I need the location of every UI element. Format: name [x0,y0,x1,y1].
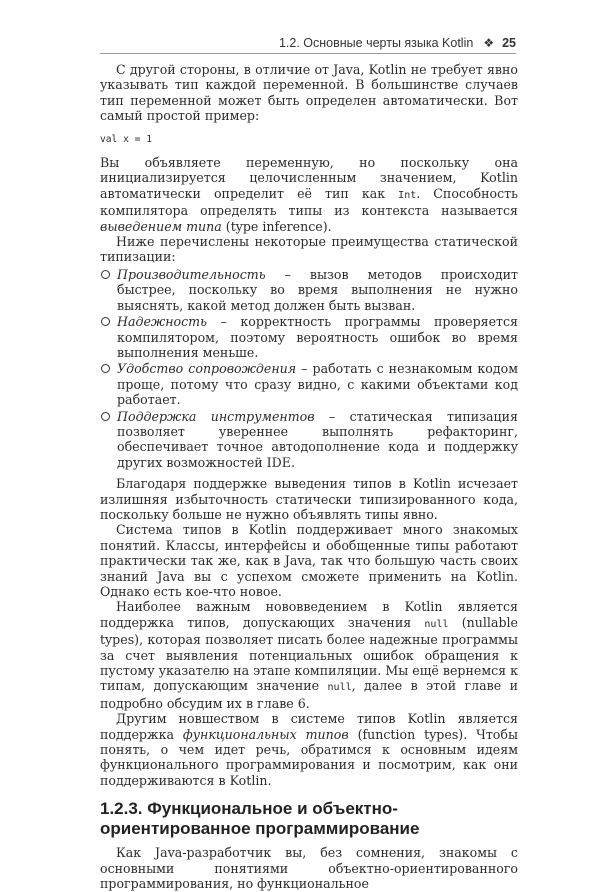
circle-bullet-icon [101,317,110,326]
paragraph-function-types: Другим новшеством в системе типов Kotlin является поддержка функциональных типов (function types). Чтобы понять, о чем идет речь, обратимся к основным идеям функционального программирования и посмотрим, как они поддерживаются в Kotlin. [100,711,518,788]
inline-code-null: null [424,618,449,630]
list-item: Поддержка инструментов – статическая типизация позволяет увереннее выполнять рефакторинг, обеспечивает точное автодополнение кода и поддержку других возможностей IDE. [100,409,518,471]
page-content [100,62,518,892]
paragraph-nullable-types: Наиболее важным нововведением в Kotlin является поддержка типов, допускающих значения null (nullable types), которая позволяет писать более надежные программы за счет выявления потенциальных ошибок обращения к пустому указателю на этапе компиляции. Мы ещё вернемся к типам, допускающим значение null, далее в этой главе и подробно обсудим их в главе 6. [100,599,518,711]
diamond-ornament-icon: ❖ [483,36,495,50]
paragraph-type-system: Система типов в Kotlin поддерживает много знакомых понятий. Классы, интерфейсы и обобщенные типы работают практически так же, как в Java, так что большую часть своих знаний Java вы с успехом сможете применить на Kotlin. Однако есть кое-что новое. [100,522,518,599]
section-heading: 1.2.3. Функциональное и объектно-ориентированное программирование [100,799,420,839]
running-header [100,36,516,54]
paragraph-advantages-intro: Ниже перечислены некоторые преимущества статической типизации: [100,234,518,265]
inline-code-int: Int [398,189,417,201]
inline-code-null: null [327,682,352,694]
paragraph-type-inference: Вы объявляете переменную, но поскольку она инициализируется целочисленным значением, Kotlin автоматически определит её тип как Int. Способность компилятора определять типы из контекста называется выведением типа (type inference). [100,155,518,234]
circle-bullet-icon [101,412,110,421]
section-title: 1.2. Основные черты языка Kotlin [278,36,474,50]
paragraph-inference-benefit: Благодаря поддержке выведения типов в Kotlin исчезает излишняя избыточность статически типизированного кода, поскольку больше не нужно объявлять типы явно. [100,476,518,522]
term-function-types: функциональных типов [182,726,349,742]
term-type-inference: выведением типа [100,218,222,234]
list-item: Надежность – корректность программы проверяется компилятором, поэтому вероятность ошибок во время выполнения меньше. [100,314,518,360]
code-example: val x = 1 [100,133,152,145]
paragraph-oop-intro: Как Java-разработчик вы, без сомнения, знакомы с основными понятиями объектно-ориентированного программирования, но функциональное [100,845,518,892]
list-item: Удобство сопровождения – работать с незнакомым кодом проще, потому что сразу видно, с какими объектами код работает. [100,361,518,407]
list-item: Производительность – вызов методов происходит быстрее, поскольку во время выполнения не нужно выяснять, какой метод должен быть вызван. [100,267,518,313]
page-number: 25 [502,36,516,50]
advantages-list [100,267,518,470]
circle-bullet-icon [101,364,110,373]
circle-bullet-icon [101,270,110,279]
paragraph-type-declaration: С другой стороны, в отличие от Java, Kotlin не требует явно указывать тип каждой переменной. В большинстве случаев тип переменной может быть определен автоматически. Вот самый простой пример: [100,62,518,124]
